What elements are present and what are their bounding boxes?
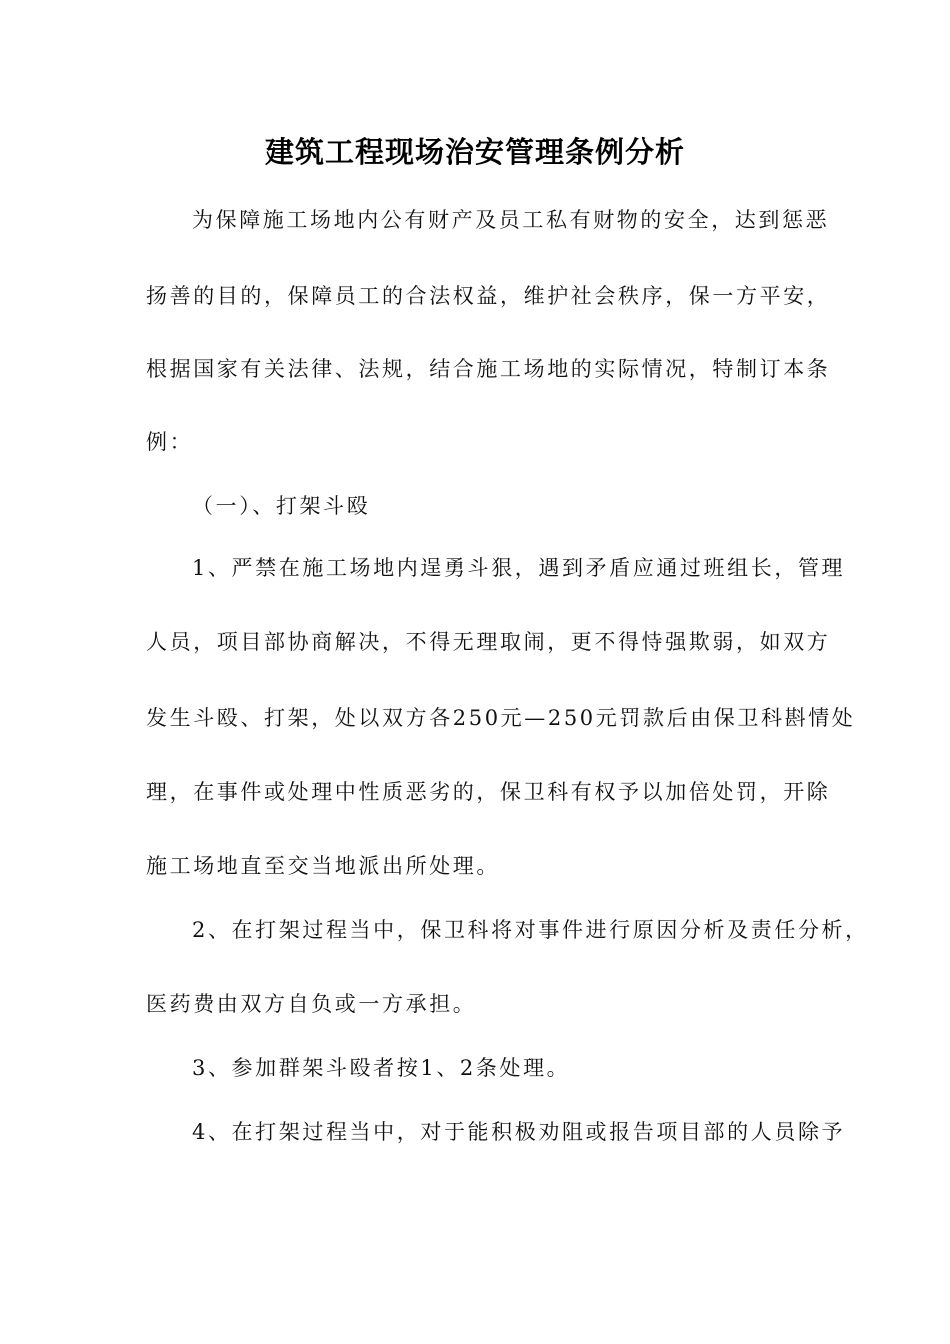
paragraph-line: 理，在事件或处理中性质恶劣的，保卫科有权予以加倍处罚，开除 [146, 780, 831, 804]
document-title: 建筑工程现场治安管理条例分析 [264, 135, 685, 169]
paragraph-line: 医药费由双方自负或一方承担。 [146, 992, 477, 1016]
paragraph-line: 发生斗殴、打架，处以双方各250元—250元罚款后由保卫科斟情处 [146, 706, 856, 730]
paragraph-line: 根据国家有关法律、法规，结合施工场地的实际情况，特制订本条 [146, 357, 831, 381]
paragraph-line: 3、参加群架斗殴者按1、2条处理。 [192, 1056, 571, 1080]
paragraph-line: 施工场地直至交当地派出所处理。 [146, 854, 500, 878]
section-heading: （一）、打架斗殴 [192, 494, 371, 518]
paragraph-line: 4、在打架过程当中，对于能积极劝阻或报告项目部的人员除予 [192, 1120, 846, 1144]
paragraph-line: 例： [146, 430, 194, 454]
paragraph-line: 扬善的目的，保障员工的合法权益，维护社会秩序，保一方平安， [146, 284, 831, 308]
paragraph-line: 为保障施工场地内公有财产及员工私有财物的安全，达到惩恶 [192, 208, 830, 232]
paragraph-line: 1、严禁在施工场地内逞勇斗狠，遇到矛盾应通过班组长，管理 [192, 556, 846, 580]
paragraph-line: 2、在打架过程当中，保卫科将对事件进行原因分析及责任分析， [192, 918, 869, 942]
paragraph-line: 人员，项目部协商解决，不得无理取闹，更不得恃强欺弱，如双方 [146, 630, 831, 654]
